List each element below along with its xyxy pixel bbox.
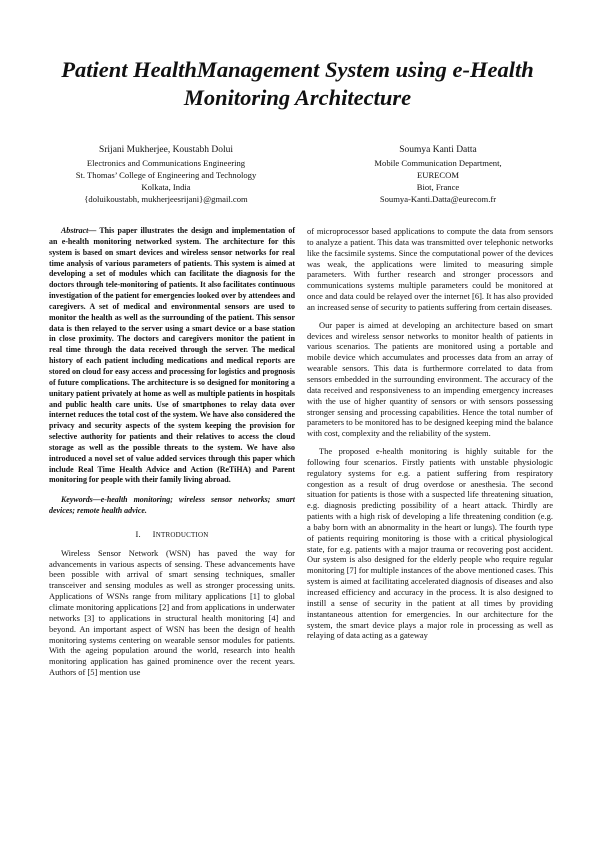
body-paragraph: The proposed e-health monitoring is highly suitable for the following four scenarios. Firstly patients with unstable physiologic regulatory systems for e.g. a patient suffering from respiratory congestion as a result of drug overdose or anesthesia. The second situation for patients is those with a suspected life threatening situation, e.g. diagnosis predicting possibility of a heart attack. Thirdly are patients with a high risk of developing a life threatening condition (e.g. a baby born with an abnormality in the heart or lungs). The fourth type of patients requiring monitoring is those with a critical physiological state, for e.g. patients with a major trauma or recovering post accident. Our system is also designed for the elderly people who require regular monitoring [7] for multiple instances of the above mentioned cases. This system is aimed at facilitating accelerated diagnosis of diseases and also increased efficiency and accuracy in the process. It is also designed to instill a sense of security in the patient at all times by providing instantaneous attention for emergencies. In our architecture for the system, the smart device plays a major role in processing as well as relaying of data acting as a gateway bbox=[307, 446, 553, 641]
body-paragraph: Our paper is aimed at developing an architecture based on smart devices and wireless sensor networks to monitor health of patients in various scenarios. The patients are monitored using a portable and mobile device which accumulates and processes data from an array of wearable sensors. This data is furthermore correlated to data from sensors embedded in the surrounding environment. The accuracy of the data received and responsiveness to an impending emergency increases with the use of higher quantity of sensors or with sensors possessing stronger sensing and processing capabilities. Hence the total number of parameters to be monitored has to be designed keeping mind the balance with cost, complexity and the reliability of the system. bbox=[307, 319, 553, 439]
author-department: Electronics and Communications Engineering bbox=[86, 158, 246, 168]
section-heading-introduction bbox=[49, 529, 295, 541]
author-institution: EURECOM bbox=[416, 170, 460, 180]
author-names: Soumya Kanti Datta bbox=[399, 145, 477, 155]
title-line-2: Monitoring Architecture bbox=[183, 85, 412, 110]
section-title-rest: NTRODUCTION bbox=[155, 530, 209, 539]
author-department: Mobile Communication Department, bbox=[374, 158, 502, 168]
abstract-text: This paper illustrates the design and implementation of an e-health monitoring networked system. The architecture for this system is based on smart devices and wireless sensor networks for real time analysis of various parameters of patients. This system is aimed at developing a set of modules which can facilitate the diagnosis for the doctors through tele-monitoring of patients. It also facilitates continuous investigation of the patient for emergencies looked over by attendees and caregivers. A set of medical and environmental sensors are used to monitor the health as well as the surrounding of the patient. This sensor data is then relayed to the server using a smart device or a base station in close proximity. The doctors and caregivers monitor the patient in real time through the data received through the server. The medical history of each patient including medications and medical reports are stored on cloud for easy access and processing for logistics and prognosis of future complications. The architecture is so designed for monitoring a unitary patient privately at home as well as multiple patients in hospitals and public health care units. Use of smartphones to relay data over internet reduces the total cost of the system. We have also considered the privacy and security aspects of the system keeping the provision for selective authority for patients and their relatives to access the cloud storage as well as the possible threats to the system. We have also introduced a novel set of value added services through this paper which include Real Time Health Advice and Action (ReTiHA) and Parent monitoring for people with their family living abroad. bbox=[49, 226, 295, 485]
keywords: Keywords—e-health monitoring; wireless sensor networks; smart devices; remote health advice. bbox=[49, 495, 295, 516]
paper-title bbox=[40, 56, 555, 112]
abstract bbox=[49, 226, 295, 486]
author-institution: St. Thomas’ College of Engineering and Technology bbox=[75, 170, 257, 180]
author-location: Biot, France bbox=[416, 182, 460, 192]
body-paragraph: of microprocessor based applications to compute the data from sensors to analyze a patient. This data was transmitted over telephonic networks like the facsimile systems. Since the computational power of the devices was weak, the applications were limited to measuring simple parameters. With further research and stronger processors and communications systems multiple parameters could be monitored at once and data could be relayed over the internet [6]. It has also provided an increased sense of security to patients suffering from certain diseases. bbox=[307, 226, 553, 312]
body-paragraph: Wireless Sensor Network (WSN) has paved the way for advancements in various aspects of sensing. These advancements have been possible with arrival of smart sensing techniques, smaller transceiver and sensing modules as well as stronger processing units. Applications of WSNs range from military applications [1] to global climate monitoring applications [2] and from applications in underwater networks [3] to applications in structural health monitoring [4] and beyond. An important aspect of WSN has been the design of health monitoring systems centering on wearable sensor modules for patients. With the ageing population around the world, research into health monitoring application has gained prominence over the recent years. Authors of [5] mention use bbox=[49, 547, 295, 678]
right-column bbox=[307, 226, 553, 641]
section-title-initial: I bbox=[152, 528, 156, 539]
abstract-label: Abstract— bbox=[61, 226, 97, 235]
author-email: Soumya-Kanti.Datta@eurecom.fr bbox=[379, 194, 497, 204]
left-column bbox=[49, 226, 295, 678]
title-line-1: Patient HealthManagement System using e-Health bbox=[61, 57, 534, 82]
author-email: {doluikoustabh, mukherjeesrijani}@gmail.com bbox=[84, 194, 248, 204]
author-location: Kolkata, India bbox=[141, 182, 191, 192]
author-block-left bbox=[48, 144, 284, 205]
author-block-right bbox=[322, 144, 554, 205]
author-names: Srijani Mukherjee, Koustabh Dolui bbox=[98, 145, 234, 155]
section-number: I. bbox=[135, 528, 141, 539]
